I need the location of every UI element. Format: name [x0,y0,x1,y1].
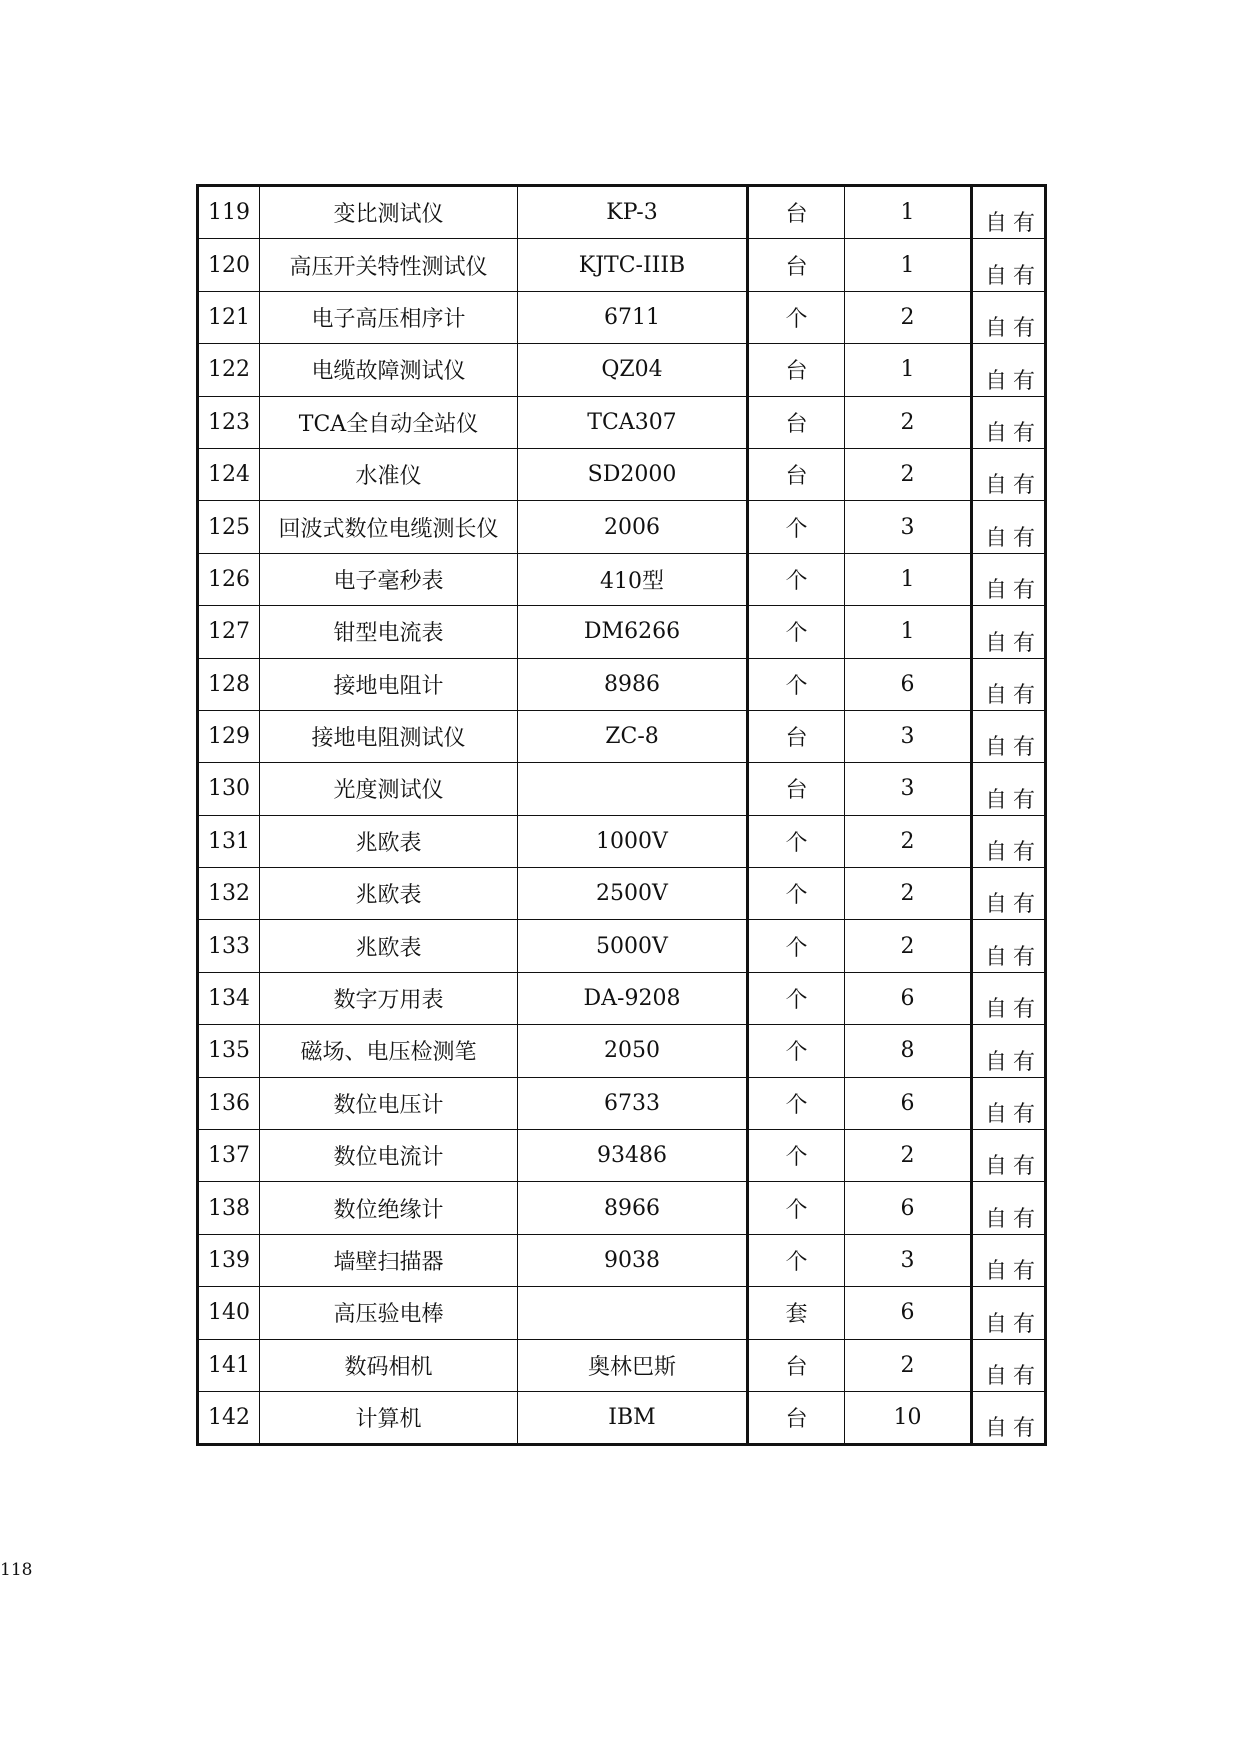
ownership-cell: 自有 [972,1130,1046,1182]
model-cell: 2006 [518,501,748,553]
ownership-cell: 自有 [972,291,1046,343]
equipment-name-cell: 墙壁扫描器 [260,1234,518,1286]
model-cell: 5000V [518,920,748,972]
row-number-cell: 124 [198,448,260,500]
equipment-name-cell: 回波式数位电缆测长仪 [260,501,518,553]
model-cell: 2500V [518,868,748,920]
model-cell: 410型 [518,553,748,605]
equipment-name-cell: 兆欧表 [260,920,518,972]
row-number-cell: 140 [198,1287,260,1339]
equipment-name-cell: TCA全自动全站仪 [260,396,518,448]
ownership-cell: 自有 [972,815,1046,867]
ownership-cell: 自有 [972,1234,1046,1286]
model-cell [518,763,748,815]
quantity-cell: 3 [845,1234,972,1286]
row-number-cell: 126 [198,553,260,605]
equipment-name-cell: 高压验电棒 [260,1287,518,1339]
model-cell: 6733 [518,1077,748,1129]
ownership-cell: 自有 [972,658,1046,710]
equipment-name-cell: 兆欧表 [260,815,518,867]
row-number-cell: 138 [198,1182,260,1234]
ownership-cell: 自有 [972,1182,1046,1234]
model-cell: 93486 [518,1130,748,1182]
unit-cell: 台 [748,239,845,291]
row-number-cell: 125 [198,501,260,553]
row-number-cell: 127 [198,606,260,658]
model-cell: 8966 [518,1182,748,1234]
quantity-cell: 6 [845,1287,972,1339]
row-number-cell: 139 [198,1234,260,1286]
ownership-cell: 自有 [972,606,1046,658]
row-number-cell: 120 [198,239,260,291]
table-row [198,920,1046,972]
table-row [198,1025,1046,1077]
model-cell: DA-9208 [518,972,748,1024]
equipment-table-body [198,186,1046,1445]
ownership-cell: 自有 [972,1391,1046,1444]
ownership-cell: 自有 [972,868,1046,920]
table-row [198,1234,1046,1286]
row-number-cell: 131 [198,815,260,867]
quantity-cell: 3 [845,710,972,762]
quantity-cell: 1 [845,239,972,291]
model-cell [518,1287,748,1339]
model-cell: 8986 [518,658,748,710]
table-row [198,448,1046,500]
model-cell: KJTC-IIIB [518,239,748,291]
ownership-cell: 自有 [972,344,1046,396]
table-row [198,553,1046,605]
table-row [198,1077,1046,1129]
unit-cell: 个 [748,920,845,972]
unit-cell: 个 [748,868,845,920]
unit-cell: 个 [748,1234,845,1286]
row-number-cell: 134 [198,972,260,1024]
ownership-cell: 自有 [972,1339,1046,1391]
unit-cell: 个 [748,501,845,553]
unit-cell: 台 [748,448,845,500]
quantity-cell: 6 [845,1182,972,1234]
row-number-cell: 128 [198,658,260,710]
equipment-name-cell: 数码相机 [260,1339,518,1391]
ownership-cell: 自有 [972,1077,1046,1129]
model-cell: 6711 [518,291,748,343]
quantity-cell: 2 [845,868,972,920]
equipment-name-cell: 电子高压相序计 [260,291,518,343]
quantity-cell: 6 [845,972,972,1024]
table-row [198,1391,1046,1444]
model-cell: 9038 [518,1234,748,1286]
row-number-cell: 133 [198,920,260,972]
row-number-cell: 119 [198,186,260,239]
row-number-cell: 137 [198,1130,260,1182]
equipment-name-cell: 数字万用表 [260,972,518,1024]
unit-cell: 台 [748,763,845,815]
table-row [198,186,1046,239]
row-number-cell: 123 [198,396,260,448]
quantity-cell: 2 [845,1130,972,1182]
quantity-cell: 2 [845,396,972,448]
quantity-cell: 1 [845,344,972,396]
table-row [198,396,1046,448]
ownership-cell: 自有 [972,710,1046,762]
ownership-cell: 自有 [972,186,1046,239]
equipment-name-cell: 电缆故障测试仪 [260,344,518,396]
row-number-cell: 136 [198,1077,260,1129]
ownership-cell: 自有 [972,501,1046,553]
ownership-cell: 自有 [972,448,1046,500]
quantity-cell: 2 [845,920,972,972]
table-row [198,868,1046,920]
model-cell: KP-3 [518,186,748,239]
unit-cell: 台 [748,710,845,762]
unit-cell: 台 [748,186,845,239]
table-row [198,710,1046,762]
table-row [198,815,1046,867]
unit-cell: 个 [748,291,845,343]
equipment-name-cell: 数位电压计 [260,1077,518,1129]
table-row [198,1130,1046,1182]
row-number-cell: 129 [198,710,260,762]
ownership-cell: 自有 [972,920,1046,972]
equipment-name-cell: 兆欧表 [260,868,518,920]
equipment-name-cell: 光度测试仪 [260,763,518,815]
equipment-name-cell: 磁场、电压检测笔 [260,1025,518,1077]
table-row [198,501,1046,553]
row-number-cell: 122 [198,344,260,396]
quantity-cell: 2 [845,291,972,343]
ownership-cell: 自有 [972,1025,1046,1077]
table-row [198,972,1046,1024]
quantity-cell: 1 [845,553,972,605]
row-number-cell: 135 [198,1025,260,1077]
row-number-cell: 132 [198,868,260,920]
unit-cell: 个 [748,1182,845,1234]
equipment-name-cell: 水准仪 [260,448,518,500]
equipment-name-cell: 钳型电流表 [260,606,518,658]
row-number-cell: 141 [198,1339,260,1391]
unit-cell: 套 [748,1287,845,1339]
model-cell: 奥林巴斯 [518,1339,748,1391]
model-cell: SD2000 [518,448,748,500]
table-row [198,291,1046,343]
quantity-cell: 3 [845,763,972,815]
table-row [198,1182,1046,1234]
row-number-cell: 142 [198,1391,260,1444]
unit-cell: 台 [748,1339,845,1391]
quantity-cell: 3 [845,501,972,553]
table-row [198,606,1046,658]
table-row [198,239,1046,291]
quantity-cell: 1 [845,606,972,658]
equipment-name-cell: 数位电流计 [260,1130,518,1182]
ownership-cell: 自有 [972,396,1046,448]
model-cell: 2050 [518,1025,748,1077]
unit-cell: 个 [748,815,845,867]
quantity-cell: 8 [845,1025,972,1077]
quantity-cell: 1 [845,186,972,239]
page-number: 118 [0,1560,33,1580]
model-cell: ZC-8 [518,710,748,762]
model-cell: TCA307 [518,396,748,448]
unit-cell: 台 [748,396,845,448]
ownership-cell: 自有 [972,972,1046,1024]
table-row [198,763,1046,815]
table-row [198,1339,1046,1391]
unit-cell: 个 [748,606,845,658]
unit-cell: 个 [748,553,845,605]
quantity-cell: 2 [845,1339,972,1391]
equipment-name-cell: 电子毫秒表 [260,553,518,605]
quantity-cell: 6 [845,1077,972,1129]
model-cell: IBM [518,1391,748,1444]
model-cell: QZ04 [518,344,748,396]
equipment-name-cell: 变比测试仪 [260,186,518,239]
quantity-cell: 6 [845,658,972,710]
table-row [198,658,1046,710]
model-cell: 1000V [518,815,748,867]
ownership-cell: 自有 [972,239,1046,291]
equipment-name-cell: 接地电阻计 [260,658,518,710]
unit-cell: 个 [748,972,845,1024]
unit-cell: 个 [748,1025,845,1077]
unit-cell: 台 [748,344,845,396]
model-cell: DM6266 [518,606,748,658]
unit-cell: 个 [748,1130,845,1182]
equipment-name-cell: 数位绝缘计 [260,1182,518,1234]
ownership-cell: 自有 [972,763,1046,815]
equipment-table [196,184,1047,1446]
quantity-cell: 2 [845,448,972,500]
unit-cell: 台 [748,1391,845,1444]
equipment-name-cell: 高压开关特性测试仪 [260,239,518,291]
ownership-cell: 自有 [972,1287,1046,1339]
equipment-name-cell: 接地电阻测试仪 [260,710,518,762]
unit-cell: 个 [748,1077,845,1129]
unit-cell: 个 [748,658,845,710]
equipment-name-cell: 计算机 [260,1391,518,1444]
row-number-cell: 121 [198,291,260,343]
table-row [198,1287,1046,1339]
row-number-cell: 130 [198,763,260,815]
quantity-cell: 2 [845,815,972,867]
quantity-cell: 10 [845,1391,972,1444]
table-row [198,344,1046,396]
ownership-cell: 自有 [972,553,1046,605]
